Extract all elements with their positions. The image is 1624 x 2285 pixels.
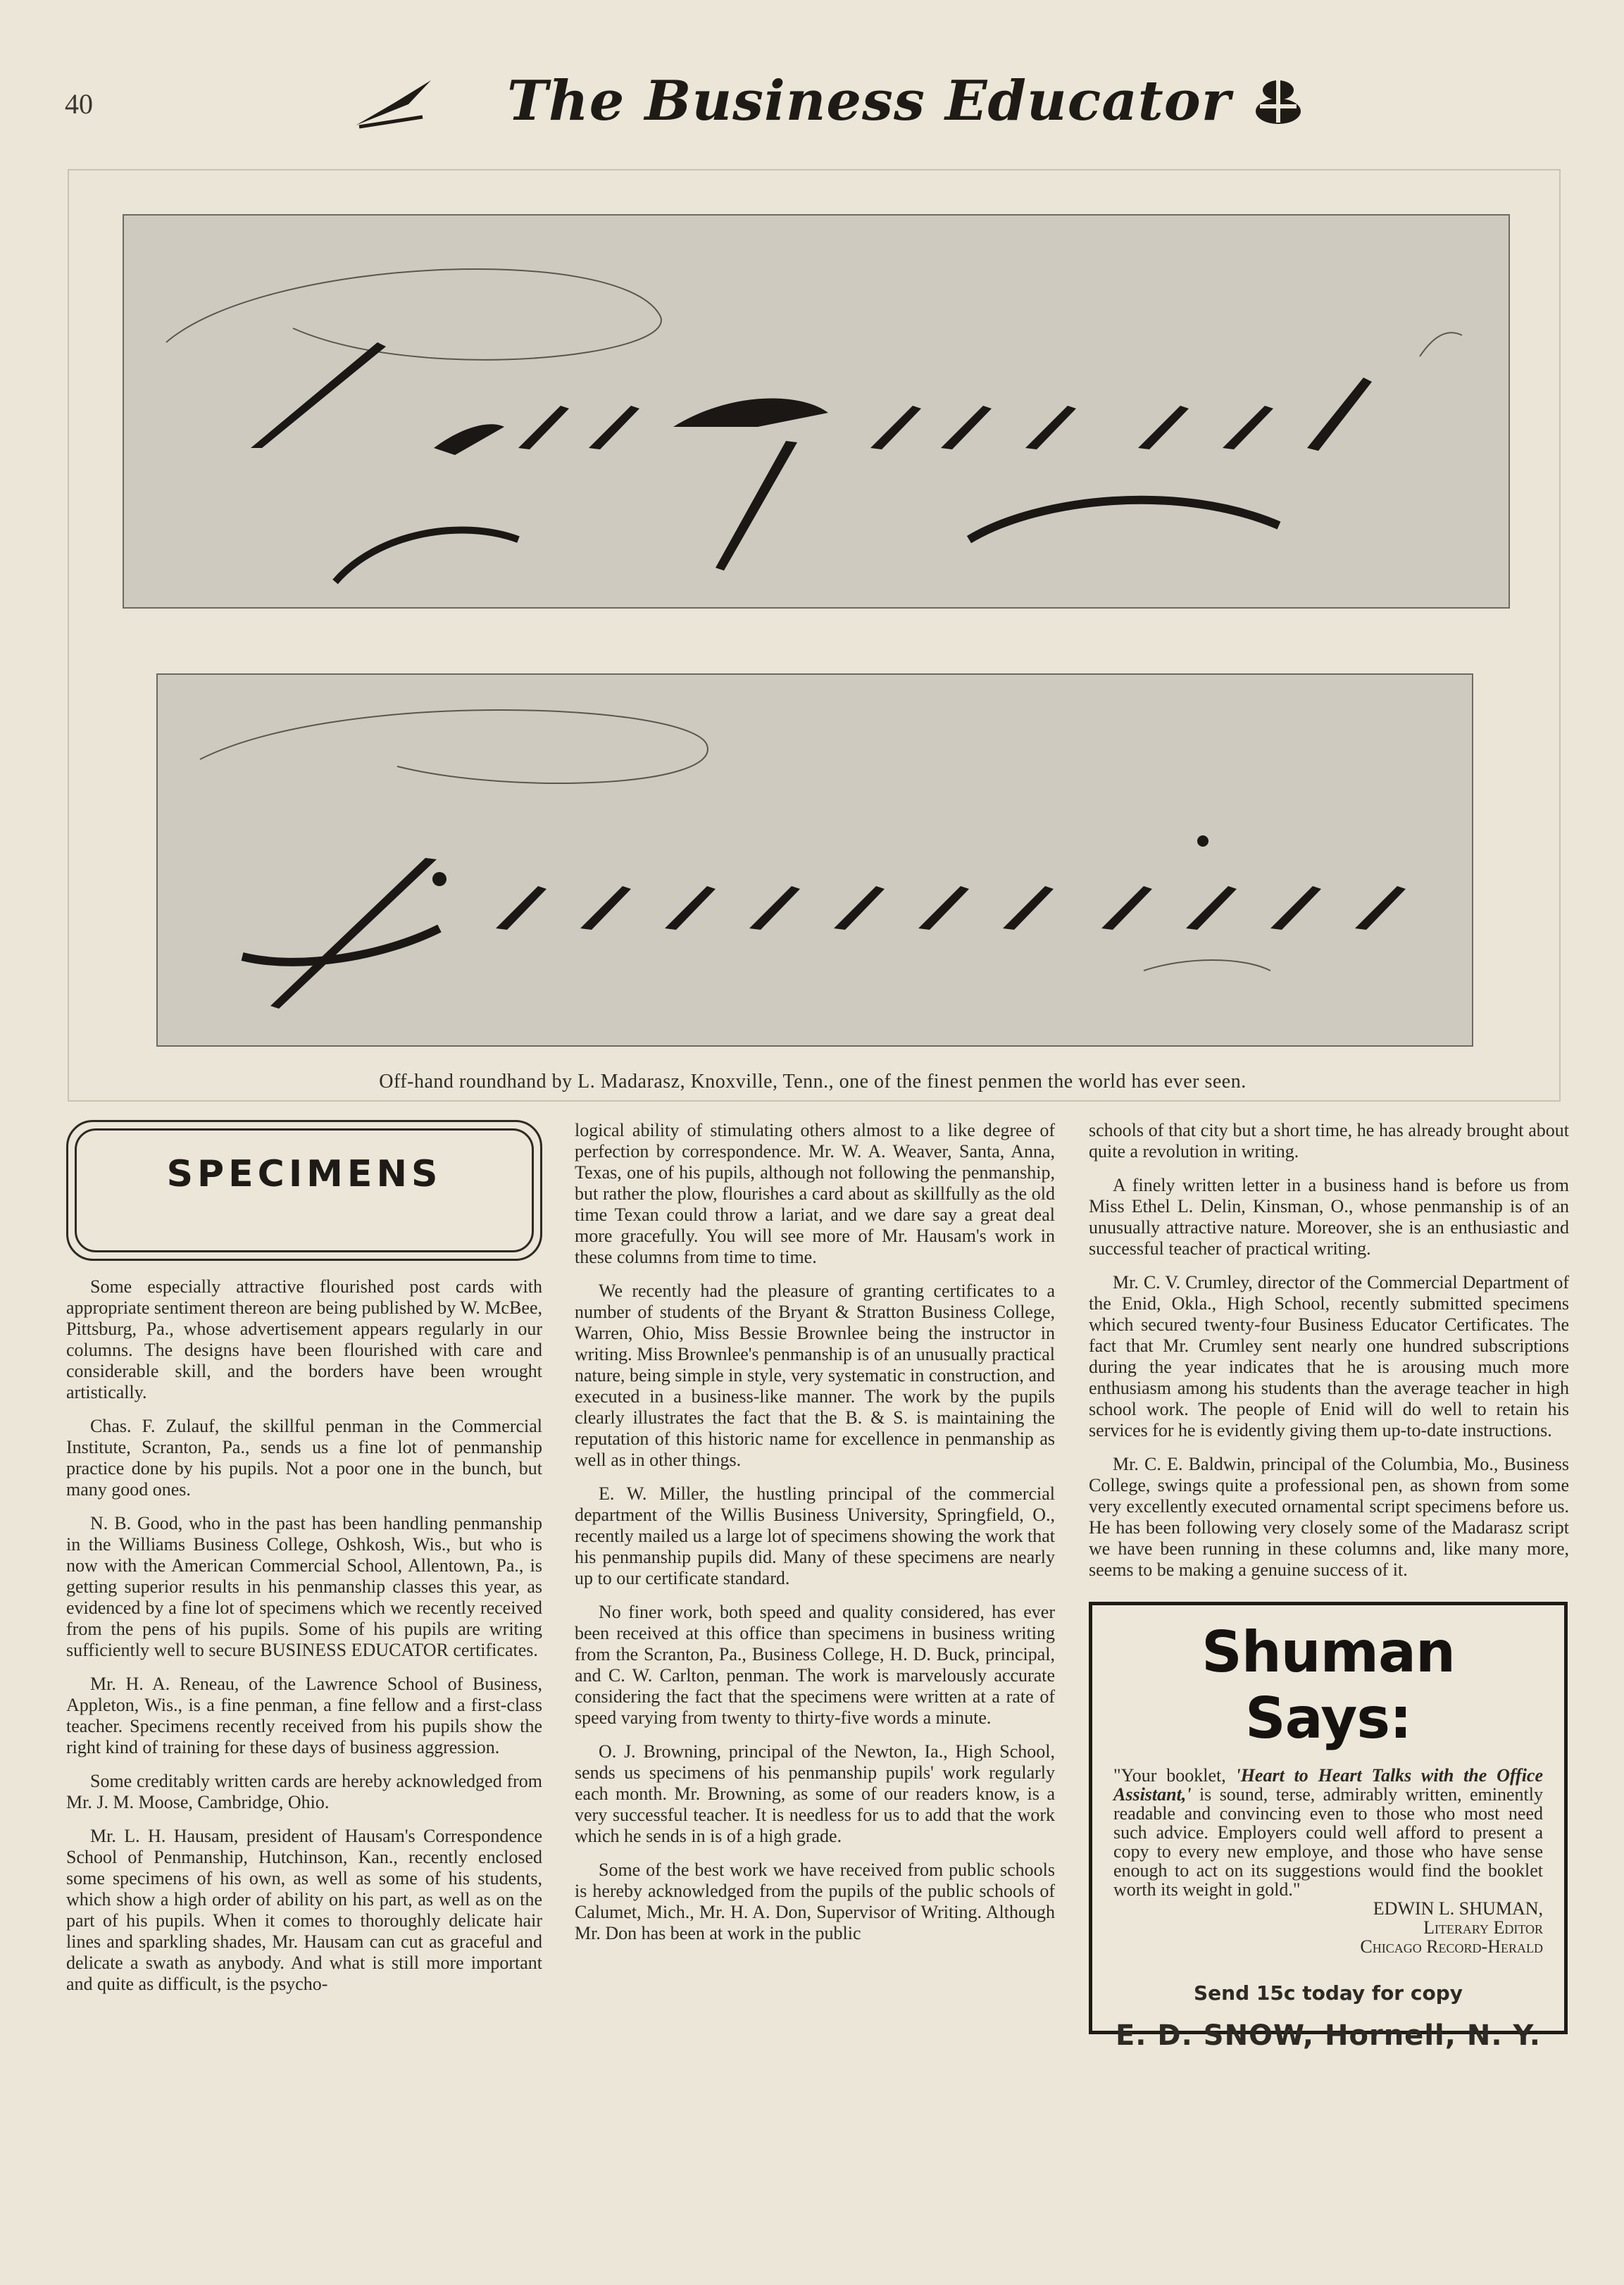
ad-address: E. D. SNOW, Hornell, N. Y. [1115,2019,1541,2052]
paragraph: We recently had the pleasure of granting certificates to a number of students of the Bryant & Stratton Business College, Warren, Ohio, Miss Bessie Brownlee being the instructor in writing. Miss Brownlee's penmanship is of an unusually practical nature, being simple in style, very systematic in construction, and executed in a business-like manner. The work by the pupils clearly illustrates the fact that the B. & S. is maintaining the reputation of this historic name for excellence in penmanship as well as in other things. [575,1281,1055,1470]
masthead-title: The Business Educator [507,69,1231,133]
paragraph: No finer work, both speed and quality considered, has ever been received at this office than specimens in business writing from the Scranton, Pa., Business College, H. D. Buck, principal, and C. W. Carlton, penman. The work is marvelously accurate considering the fact that the specimens were written at a rate of speed varying from twenty to thirty-five words a minute. [575,1602,1055,1728]
paragraph: Mr. H. A. Reneau, of the Lawrence School of Business, Appleton, Wis., is a fine penman, a fine fellow and a first-class teacher. Specimens recently received from his pupils show the right kind of training for these days of business aggression. [66,1674,542,1757]
paragraph: Mr. L. H. Hausam, president of Hausam's Correspondence School of Penmanship, Hutchinson, Kan., recently enclosed some specimens of his own, as well as some of his students, which show a high order of ability on his part, as well as on the part of his pupils. When it comes to thoroughly delicate hair lines and sparkling shades, Mr. Hausam can cut as graceful and delicate a swath as anybody. And what is still more important and quite as difficult, is the psycho- [66,1826,542,1994]
quill-icon [352,75,437,135]
column-1 [66,1120,542,2007]
paragraph: Chas. F. Zulauf, the skillful penman in the Commercial Institute, Scranton, Pa., sends us a fine lot of penmanship practice done by his pupils. Not a poor one in the bunch, but many good ones. [66,1416,542,1500]
ad-quote-rest: is sound, terse, admirably written, eminently readable and convincing even to those who most need such advice. Employers could well afford to present a copy to every new employe, and those who have sense enough to act on its suggestions would find the booklet worth its weight in gold." [1113,1784,1543,1900]
specimens-heading: SPECIMENS [166,1153,442,1195]
masthead [345,62,1331,139]
paragraph: Some of the best work we have received from public schools is hereby acknowledged from the pupils of the public schools of Calumet, Mich., Mr. H. A. Don, Supervisor of Writing. Although Mr. Don has been at work in the public [575,1860,1055,1943]
ad-signer-org: Chicago Record-Herald [1360,1936,1543,1957]
paragraph: Mr. C. E. Baldwin, principal of the Columbia, Mo., Business College, swings quite a professional pen, as shown from some very excellently executed ornamental script specimens before us. He has been following very closely some of the Madarasz script we have been running in these columns and, like many more, seems to be making a genuine success of it. [1089,1454,1569,1580]
paragraph: Mr. C. V. Crumley, director of the Commercial Department of the Enid, Okla., High School, recently submitted specimens which secured twenty-four Business Educator Certificates. The fact that Mr. Crumley sent nearly one hundred subscriptions during the year indicates that he is arousing much more enthusiasm among his students than the average teacher in high school work. The people of Enid will do well to retain his services for he is evidently giving them up-to-date instructions. [1089,1272,1569,1440]
ad-send-line: Send 15c today for copy [1194,1981,1463,2005]
penmanship-plate-roundhand [123,214,1510,609]
specimen-script-drawing [158,675,1472,1045]
roundhand-script-drawing [124,216,1509,607]
ad-title: Shuman Says: [1201,1619,1455,1751]
paragraph: A finely written letter in a business hand is before us from Miss Ethel L. Delin, Kinsman, O., whose penmanship is of an unusually attractive nature. Moreover, she is an enthusiastic and successful teacher of practical writing. [1089,1175,1569,1259]
shuman-says-advertisement [1089,1602,1568,2052]
paragraph: E. W. Miller, the hustling principal of the commercial department of the Willis Business University, Springfield, O., recently mailed us a large lot of specimens showing the work that his penmanship pupils did. Many of these specimens are nearly up to our certificate standard. [575,1483,1055,1588]
ad-quote [1113,1766,1543,1899]
ad-signer: EDWIN L. SHUMAN, [1373,1898,1543,1919]
ad-signer-title: Literary Editor [1423,1917,1543,1938]
paragraph: logical ability of stimulating others almost to a like degree of perfection by correspondence. Mr. W. A. Weaver, Santa, Anna, Texas, one of his pupils, although not following the penmanship, but rather the plow, flourishes a card about as skillfully as the old time Texan could throw a lariat, and we dare say a great deal more gracefully. You will see more of Mr. Hausam's work in these columns from time to time. [575,1120,1055,1267]
paragraph: Some creditably written cards are hereby acknowledged from Mr. J. M. Moose, Cambridge, Ohio. [66,1771,542,1812]
paragraph: N. B. Good, who in the past has been handling penmanship in the Williams Business College, Oshkosh, Wis., but who is now with the American Commercial School, Allentown, Pa., is getting superior results in his penmanship classes this year, as evidenced by a fine lot of specimens which we recently received from the pens of his pupils. Some of his pupils are writing sufficiently well to secure BUSINESS EDUCATOR certificates. [66,1513,542,1660]
paragraph: Some especially attractive flourished post cards with appropriate sentiment thereon are being published by W. McBee, Pittsburg, Pa., whose advertisement appears regularly in our columns. The designs have been flourished with care and considerable skill, and the borders have been wrought artistically. [66,1276,542,1402]
paragraph: O. J. Browning, principal of the Newton, Ia., High School, sends us specimens of his penmanship pupils' work regularly each month. Mr. Browning, as some of our readers know, is a very successful teacher. It is needless for us to add that the work which he sends in is of a high grade. [575,1741,1055,1846]
paragraph: schools of that city but a short time, he has already brought about quite a revolution in writing. [1089,1120,1569,1162]
emblem-icon [1250,73,1306,133]
page-number: 40 [65,88,93,120]
plate-caption: Off-hand roundhand by L. Madarasz, Knoxville, Tenn., one of the finest penmen the world has ever seen. [379,1071,1247,1092]
penmanship-plate-specimen [156,673,1473,1047]
column-3 [1089,1120,1569,2052]
column-2 [575,1120,1055,1957]
ad-book-title: 'Heart to Heart Talks with the Office Assistant,' [1113,1765,1543,1805]
specimens-heading-box [66,1120,542,1261]
ad-quote-open: "Your booklet, [1113,1765,1236,1786]
